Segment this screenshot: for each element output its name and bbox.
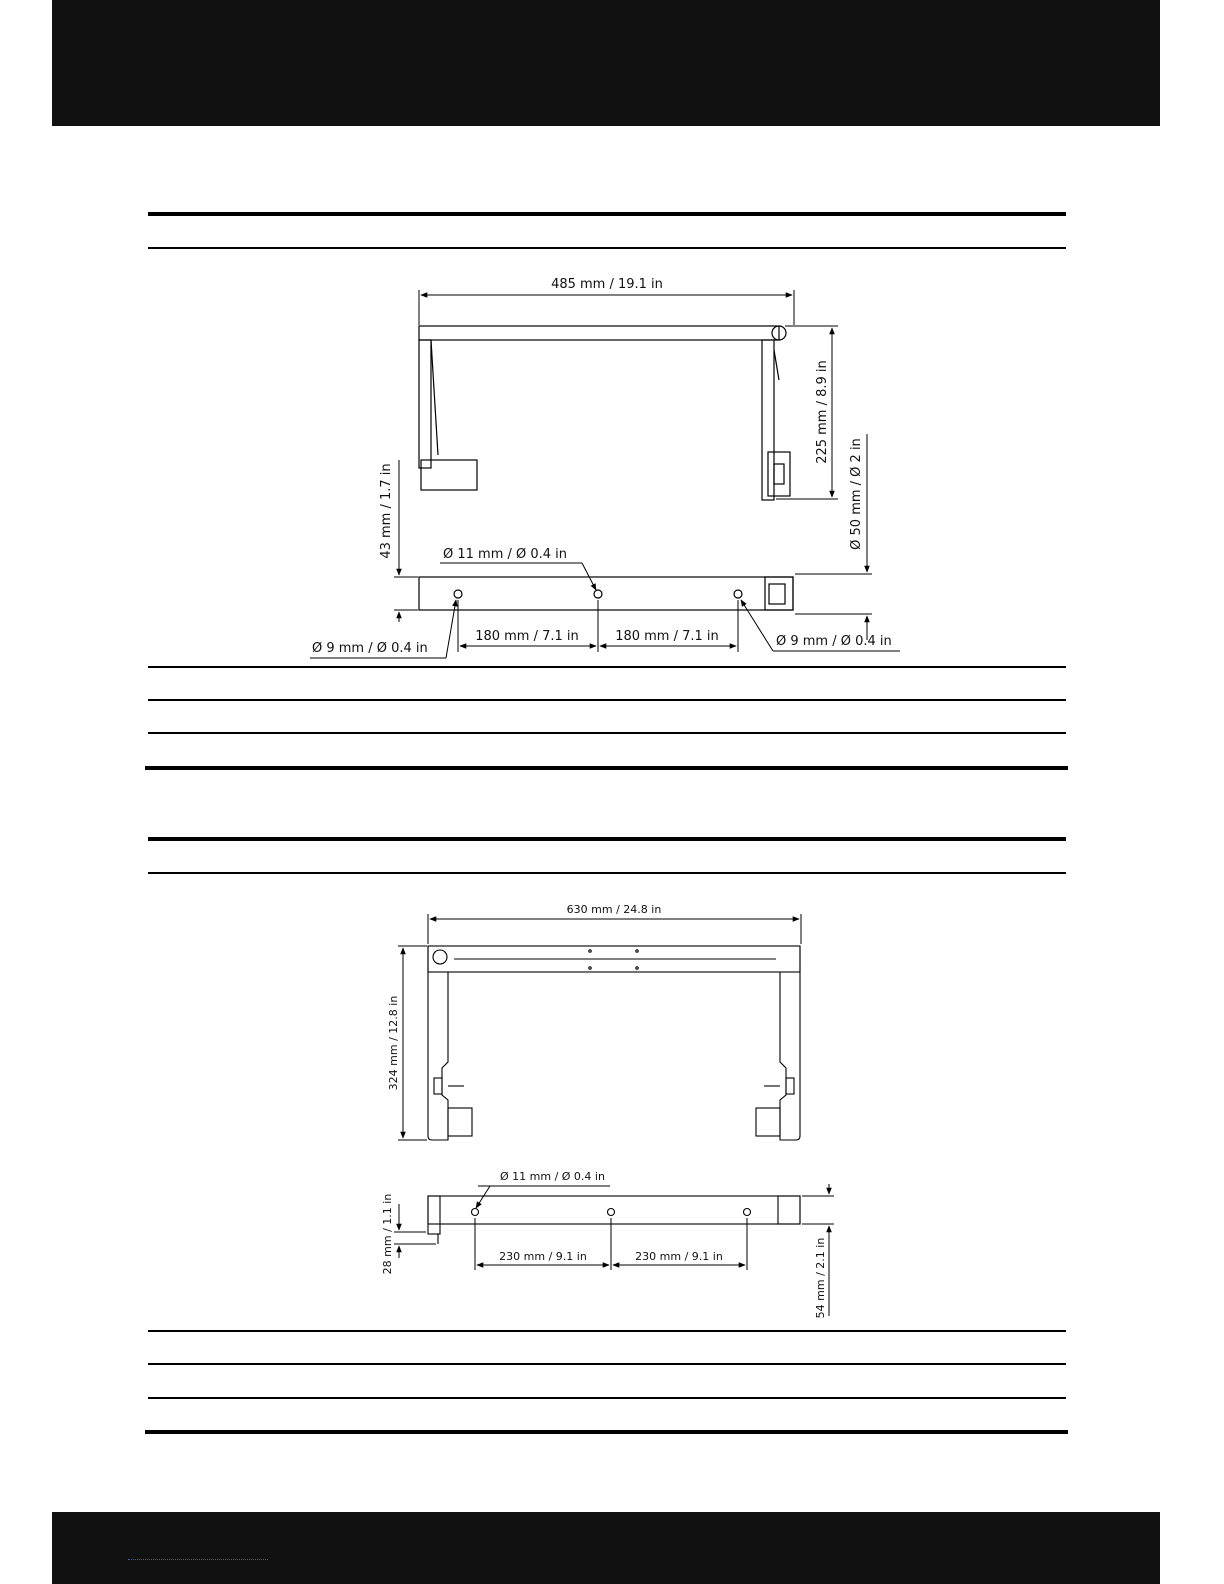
- bracket-1-profile: [419, 577, 793, 610]
- bracket-2-left-arm: [428, 946, 448, 1140]
- dim1-hole-top-label: Ø 11 mm / Ø 0.4 in: [443, 547, 568, 562]
- hole-center: [594, 590, 602, 598]
- hole-2-center: [608, 1209, 615, 1216]
- bracket-1-top-bar: [419, 326, 779, 340]
- bracket-drawing-2: [428, 946, 800, 1244]
- hole-right: [734, 590, 742, 598]
- dim1-width-label: 485 mm / 19.1 in: [551, 277, 663, 292]
- dim1-height-label: 225 mm / 8.9 in: [815, 360, 830, 464]
- dim2-thickness-label: 28 mm / 1.1 in: [381, 1193, 394, 1275]
- dim2-height-label: 324 mm / 12.8 in: [387, 995, 400, 1091]
- dim1-spacing-left-label: 180 mm / 7.1 in: [475, 629, 579, 644]
- dim2-depth-label: 54 mm / 2.1 in: [814, 1237, 827, 1319]
- bracket-1-left-arm: [419, 340, 431, 468]
- bracket-1-right-knob: [768, 452, 790, 496]
- dim2-hole-label: Ø 11 mm / Ø 0.4 in: [500, 1170, 605, 1183]
- bracket-2-right-arm: [780, 946, 800, 1140]
- dim1-thickness-label: 43 mm / 1.7 in: [379, 463, 394, 559]
- footer-link[interactable]: [128, 1555, 268, 1560]
- hole-2-right: [744, 1209, 751, 1216]
- bracket-2-right-knob: [756, 1108, 780, 1136]
- bracket-2-left-knob: [448, 1108, 472, 1136]
- dim2-spacing-left-label: 230 mm / 9.1 in: [499, 1250, 587, 1263]
- dim1-hole-left-label: Ø 9 mm / Ø 0.4 in: [312, 641, 428, 656]
- dim1-diameter-label: Ø 50 mm / Ø 2 in: [849, 438, 864, 550]
- bracket-drawing-1: [419, 326, 793, 610]
- bracket-1-left-knob: [421, 460, 477, 490]
- footer-band: [52, 1512, 1160, 1584]
- dim2-width-label: 630 mm / 24.8 in: [566, 903, 662, 916]
- hole-2-left: [472, 1209, 479, 1216]
- hole-left: [454, 590, 462, 598]
- dim2-spacing-right-label: 230 mm / 9.1 in: [635, 1250, 723, 1263]
- dim1-spacing-right-label: 180 mm / 7.1 in: [615, 629, 719, 644]
- dim1-hole-right-label: Ø 9 mm / Ø 0.4 in: [776, 634, 892, 649]
- bracket-2-pivot: [433, 950, 447, 964]
